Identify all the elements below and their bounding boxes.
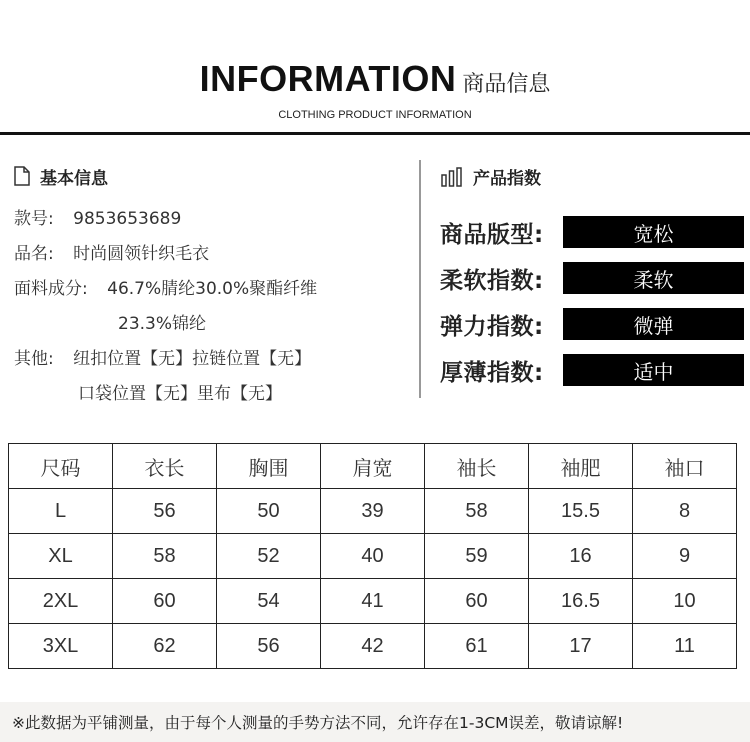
basic-info-heading (14, 164, 108, 189)
table-cell: 60 (113, 579, 217, 624)
size-table (8, 443, 737, 669)
reference-mark-icon: ※ (12, 714, 25, 732)
header-rule (0, 132, 750, 135)
table-cell: 15.5 (529, 489, 633, 534)
index-label: 厚薄指数: (440, 359, 544, 386)
table-header-cell: 肩宽 (321, 444, 425, 489)
table-cell: 50 (217, 489, 321, 534)
fabric-row-2 (14, 307, 317, 342)
table-cell: 16 (529, 534, 633, 579)
table-cell: 39 (321, 489, 425, 534)
footer-note (12, 711, 623, 733)
table-cell: 16.5 (529, 579, 633, 624)
table-cell: 42 (321, 624, 425, 669)
index-label: 柔软指数: (440, 267, 544, 294)
fabric-value-line1: 46.7%腈纶30.0%聚酯纤维 (107, 279, 318, 299)
table-cell: 52 (217, 534, 321, 579)
index-value: 柔软 (563, 262, 744, 294)
table-cell: 9 (633, 534, 737, 579)
table-cell: 54 (217, 579, 321, 624)
product-index-heading (441, 164, 541, 189)
table-row (9, 579, 737, 624)
table-cell: 62 (113, 624, 217, 669)
page-header (0, 58, 750, 100)
other-row-2 (14, 377, 317, 412)
index-value: 适中 (563, 354, 744, 386)
table-cell: 41 (321, 579, 425, 624)
index-label: 商品版型: (440, 221, 544, 248)
table-cell: 60 (425, 579, 529, 624)
fabric-row (14, 272, 317, 307)
index-row-thickness (440, 354, 744, 386)
fabric-label: 面料成分: (14, 279, 88, 299)
footer-note-text: 此数据为平铺测量，由于每个人测量的手势方法不同，允许存在1-3CM误差，敬请谅解! (25, 714, 624, 732)
table-header-cell: 胸围 (217, 444, 321, 489)
table-cell: 59 (425, 534, 529, 579)
table-cell: 10 (633, 579, 737, 624)
style-number-value: 9853653689 (73, 209, 182, 229)
table-row (9, 624, 737, 669)
table-header-row (9, 444, 737, 489)
table-cell: 8 (633, 489, 737, 534)
table-cell: 61 (425, 624, 529, 669)
basic-info-heading-label: 基本信息 (40, 169, 108, 189)
index-value: 微弹 (563, 308, 744, 340)
section-divider (419, 160, 421, 398)
table-header-cell: 袖肥 (529, 444, 633, 489)
index-row-softness (440, 262, 744, 294)
index-row-elasticity (440, 308, 744, 340)
product-index-heading-label: 产品指数 (473, 169, 541, 189)
table-header-cell: 袖口 (633, 444, 737, 489)
table-cell: 56 (113, 489, 217, 534)
table-header-cell: 袖长 (425, 444, 529, 489)
title-english: INFORMATION (199, 58, 457, 99)
table-cell: 3XL (9, 624, 113, 669)
style-number-label: 款号: (14, 209, 54, 229)
table-cell: 40 (321, 534, 425, 579)
table-cell: 56 (217, 624, 321, 669)
bar-chart-icon (441, 167, 463, 187)
other-row (14, 342, 317, 377)
table-cell: XL (9, 534, 113, 579)
index-label: 弹力指数: (440, 313, 544, 340)
fabric-value-line2: 23.3%锦纶 (118, 314, 207, 334)
table-cell: L (9, 489, 113, 534)
table-row (9, 489, 737, 534)
subtitle: CLOTHING PRODUCT INFORMATION (278, 109, 472, 121)
other-value-line1: 纽扣位置【无】拉链位置【无】 (73, 349, 312, 369)
product-name-label: 品名: (14, 244, 54, 264)
table-cell: 17 (529, 624, 633, 669)
document-icon (14, 166, 32, 188)
basic-info-list (14, 202, 317, 412)
table-cell: 58 (113, 534, 217, 579)
table-cell: 58 (425, 489, 529, 534)
table-cell: 2XL (9, 579, 113, 624)
index-value: 宽松 (563, 216, 744, 248)
table-row (9, 534, 737, 579)
other-value-line2: 口袋位置【无】里布【无】 (78, 384, 282, 404)
table-header-cell: 衣长 (113, 444, 217, 489)
product-name-row (14, 237, 317, 272)
index-row-fit (440, 216, 744, 248)
title-chinese: 商品信息 (462, 72, 551, 97)
style-number-row (14, 202, 317, 237)
footer-note-bar (0, 702, 750, 742)
other-label: 其他: (14, 349, 54, 369)
table-cell: 11 (633, 624, 737, 669)
product-name-value: 时尚圆领针织毛衣 (73, 244, 210, 264)
table-header-cell: 尺码 (9, 444, 113, 489)
